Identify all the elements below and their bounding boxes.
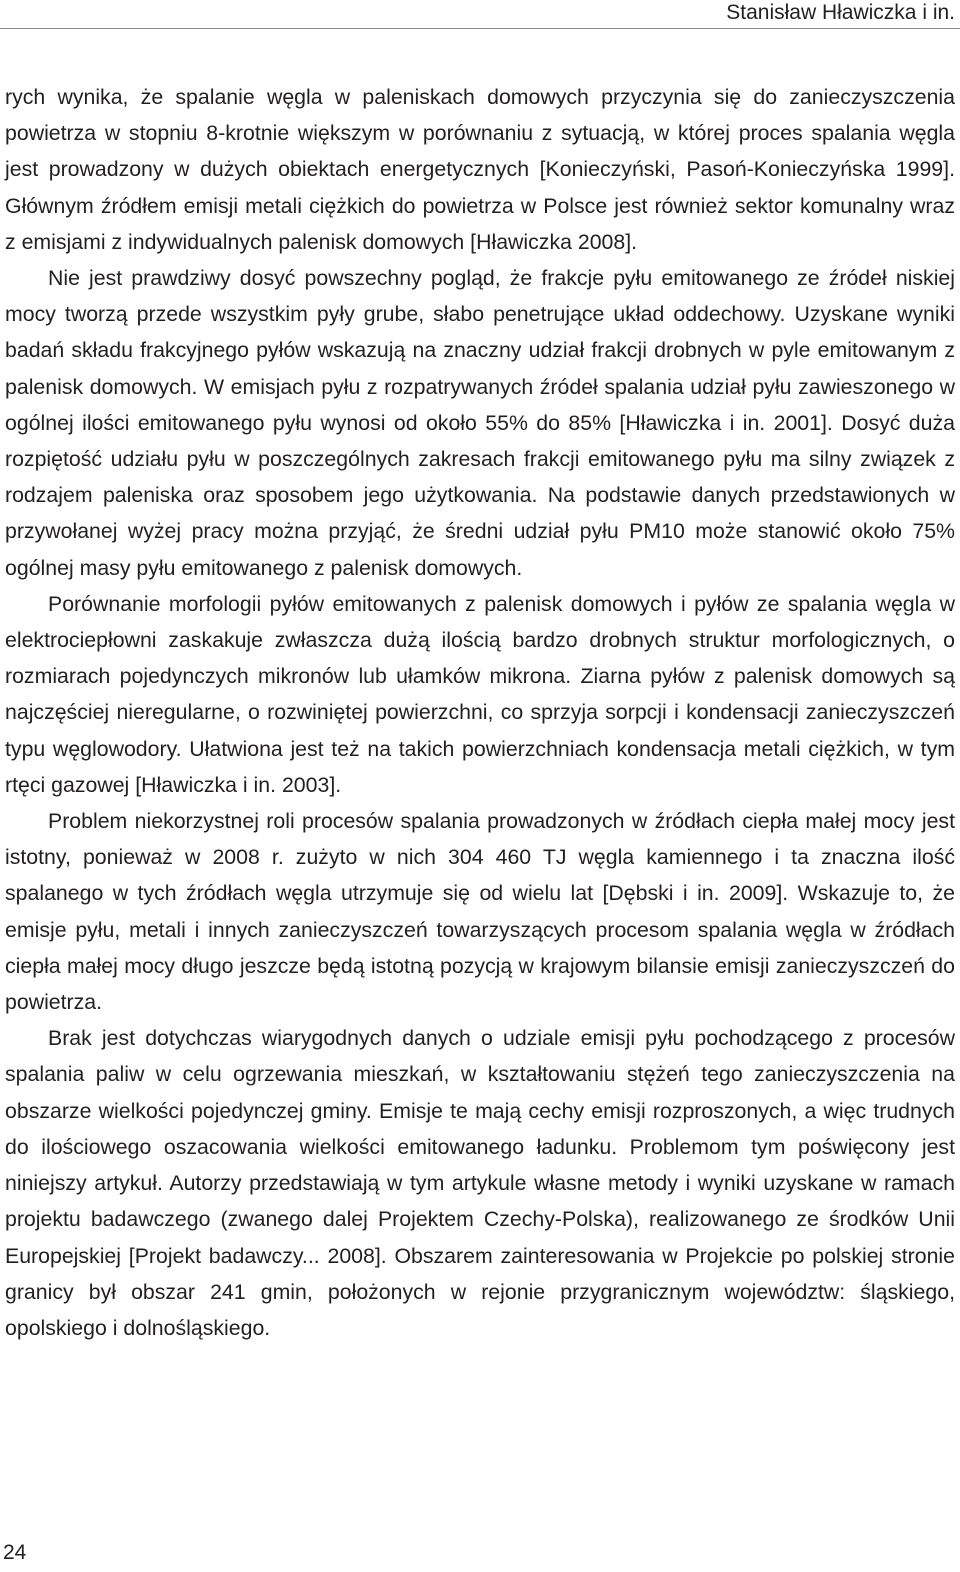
- paragraph-low-power-sources: Problem niekorzystnej roli procesów spalania prowadzonych w źródłach ciepła małej mocy jest istotny, ponieważ w 2008 r. zużyto w nich 304 460 TJ węgla kamiennego i ta znaczna ilość spalanego w tych źródłach węgla utrzymuje się od wielu lat [Dębski i in. 2009]. Wskazuje to, że emisje pyłu, metali i innych zanieczyszczeń towarzyszących procesom spalania węgla w źródłach ciepła małej mocy długo jeszcze będą istotną pozycją w krajowym bilansie emisji zanieczyszczeń do powietrza.: [5, 809, 955, 1015]
- page-number: 24: [3, 1541, 27, 1564]
- paragraph-dust-morphology: Porównanie morfologii pyłów emitowanych z palenisk domowych i pyłów ze spalania węgla w elektrociepłowni zaskakuje zwłaszcza dużą ilością bardzo drobnych struktur morfologicznych, o rozmiarach pojedynczych mikronów lub ułamków mikrona. Ziarna pyłów z palenisk domowych są najczęściej nieregularne, o rozwiniętej powierzchni, co sprzyja sorpcji i kondensacji zanieczyszczeń typu węglowodory. Ułatwiona jest też na takich powierzchniach kondensacja metali ciężkich, w tym rtęci gazowej [Hławiczka i in. 2003].: [5, 591, 955, 797]
- body-text: [5, 79, 955, 1346]
- header-divider: [0, 28, 960, 29]
- paragraph-continuation: rych wynika, że spalanie węgla w paleniskach domowych przyczynia się do zanieczyszczenia powietrza w stopniu 8-krotnie większym w porównaniu z sytuacją, w której proces spalania węgla jest prowadzony w dużych obiektach energetycznych [Konieczyński, Pasoń-Konieczyńska 1999]. Głównym źródłem emisji metali ciężkich do powietrza w Polsce jest również sektor komunalny wraz z emisjami z indywidualnych palenisk domowych [Hławiczka 2008].: [5, 85, 955, 254]
- running-header-author: Stanisław Hławiczka i in.: [726, 1, 955, 24]
- paragraph-dust-fractions: Nie jest prawdziwy dosyć powszechny pogląd, że frakcje pyłu emitowanego ze źródeł niskiej mocy tworzą przede wszystkim pyły grube, słabo penetrujące układ oddechowy. Uzyskane wyniki badań składu frakcyjnego pyłów wskazują na znaczny udział frakcji drobnych w pyle emitowanym z palenisk domowych. W emisjach pyłu z rozpatrywanych źródeł spalania udział pyłu zawieszonego w ogólnej ilości emitowanego pyłu wynosi od około 55% do 85% [Hławiczka i in. 2001]. Dosyć duża rozpiętość udziału pyłu w poszczególnych zakresach frakcji emitowanego pyłu ma silny związek z rodzajem paleniska oraz sposobem jego użytkowania. Na podstawie danych przedstawionych w przywołanej wyżej pracy można przyjąć, że średni udział pyłu PM10 może stanowić około 75% ogólnej masy pyłu emitowanego z palenisk domowych.: [5, 266, 955, 580]
- paragraph-project-scope: Brak jest dotychczas wiarygodnych danych o udziale emisji pyłu pochodzącego z procesów spalania paliw w celu ogrzewania mieszkań, w kształtowaniu stężeń tego zanieczyszczenia na obszarze wielkości pojedynczej gminy. Emisje te mają cechy emisji rozproszonych, a więc trudnych do ilościowego oszacowania wielkości emitowanego ładunku. Problemom tym poświęcony jest niniejszy artykuł. Autorzy przedstawiają w tym artykule własne metody i wyniki uzyskane w ramach projektu badawczego (zwanego dalej Projektem Czechy-Polska), realizowanego ze środków Unii Europejskiej [Projekt badawczy... 2008]. Obszarem zainteresowania w Projekcie po polskiej stronie granicy był obszar 241 gmin, położonych w rejonie przygranicznym województw: śląskiego, opolskiego i dolnośląskiego.: [5, 1026, 955, 1340]
